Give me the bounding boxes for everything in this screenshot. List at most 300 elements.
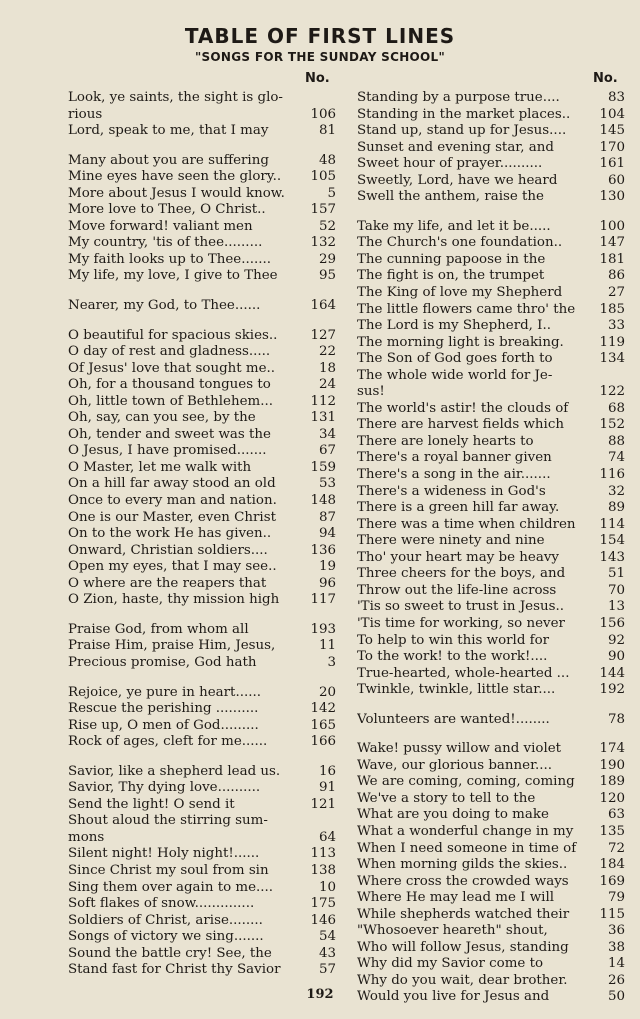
first-line-text: O where are the reapers that bbox=[68, 575, 267, 591]
entry-line bbox=[357, 940, 625, 957]
song-number: 106 bbox=[310, 106, 336, 122]
entry-line bbox=[357, 616, 625, 633]
first-line-text: There was a time when children bbox=[357, 516, 576, 532]
entry-line bbox=[357, 907, 625, 924]
song-number: 64 bbox=[318, 829, 336, 845]
page-number: 192 bbox=[306, 987, 334, 1002]
song-number: 148 bbox=[310, 493, 336, 509]
entry-group bbox=[68, 685, 336, 751]
entry-line bbox=[68, 880, 336, 897]
first-line-text: Why did my Savior come to bbox=[357, 956, 544, 972]
song-number: 5 bbox=[327, 185, 336, 201]
entry-line bbox=[68, 718, 336, 735]
song-number: 88 bbox=[607, 433, 625, 449]
entry-line bbox=[357, 401, 625, 418]
first-line-text: The Son of God goes forth to bbox=[357, 351, 553, 367]
song-number: 185 bbox=[599, 301, 625, 317]
entry-line bbox=[68, 123, 336, 140]
first-line-text: We are coming, coming, coming bbox=[357, 774, 575, 790]
entry-line bbox=[68, 543, 336, 560]
song-number: 145 bbox=[599, 123, 625, 139]
song-number: 165 bbox=[310, 717, 336, 733]
song-number: 116 bbox=[599, 467, 625, 483]
entry-line bbox=[68, 328, 336, 345]
entry-line bbox=[68, 655, 336, 672]
first-line-text: On a hill far away stood an old bbox=[68, 476, 276, 492]
entry-line bbox=[357, 268, 625, 285]
song-number: 100 bbox=[599, 218, 625, 234]
song-number: 86 bbox=[607, 268, 625, 284]
entry-line bbox=[357, 156, 625, 173]
first-line-text: Wave, our glorious banner.... bbox=[357, 757, 553, 773]
first-line-text: Would you live for Jesus and bbox=[357, 989, 550, 1005]
song-number: 174 bbox=[599, 741, 625, 757]
song-number: 26 bbox=[607, 972, 625, 988]
first-line-text: Mine eyes have seen the glory.. bbox=[68, 169, 282, 185]
entry-group bbox=[357, 741, 625, 1006]
first-line-text: Move forward! valiant men bbox=[68, 218, 253, 234]
first-line-text: Look, ye saints, the sight is glo- bbox=[68, 90, 283, 105]
entry-line bbox=[357, 666, 625, 683]
entry-line bbox=[68, 797, 336, 814]
entry-line bbox=[68, 476, 336, 493]
first-line-text: Silent night! Holy night!...... bbox=[68, 846, 260, 862]
entry-line bbox=[357, 633, 625, 650]
entry-line bbox=[68, 361, 336, 378]
first-line-text: My country, 'tis of thee......... bbox=[68, 235, 263, 251]
first-line-text: There were ninety and nine bbox=[357, 533, 545, 549]
song-number: 132 bbox=[310, 235, 336, 251]
first-line-text: Send the light! O send it bbox=[68, 796, 235, 812]
first-line-text: Standing in the market places.. bbox=[357, 106, 571, 122]
entry-line bbox=[68, 219, 336, 236]
first-line-text: Sweet hour of prayer.......... bbox=[357, 156, 543, 172]
entry-line bbox=[68, 830, 336, 847]
entry-line bbox=[68, 169, 336, 186]
song-number: 181 bbox=[599, 251, 625, 267]
first-line-text: Wake! pussy willow and violet bbox=[357, 741, 562, 757]
song-number: 170 bbox=[599, 139, 625, 155]
entry-line bbox=[357, 533, 625, 550]
song-number: 113 bbox=[310, 846, 336, 862]
entry-line bbox=[357, 123, 625, 140]
first-line-text: When I need someone in time of bbox=[357, 840, 577, 856]
first-line-text: Who will follow Jesus, standing bbox=[357, 939, 569, 955]
right-column-number-header: No. bbox=[593, 71, 618, 86]
song-number: 57 bbox=[318, 962, 336, 978]
song-number: 36 bbox=[607, 923, 625, 939]
first-line-text: Onward, Christian soldiers.... bbox=[68, 542, 268, 558]
song-number: 138 bbox=[310, 862, 336, 878]
entry-line bbox=[68, 377, 336, 394]
first-line-text: Three cheers for the boys, and bbox=[357, 566, 566, 582]
song-number: 193 bbox=[310, 621, 336, 637]
entry-line bbox=[357, 583, 625, 600]
song-number: 52 bbox=[318, 218, 336, 234]
entry-line bbox=[68, 622, 336, 639]
song-number: 20 bbox=[318, 684, 336, 700]
entry-line bbox=[357, 550, 625, 567]
entry-line bbox=[68, 344, 336, 361]
first-line-text: Twinkle, twinkle, little star.... bbox=[357, 682, 556, 698]
song-number: 143 bbox=[599, 549, 625, 565]
entry-line bbox=[357, 857, 625, 874]
song-number: 184 bbox=[599, 857, 625, 873]
entry-line bbox=[357, 599, 625, 616]
song-number: 105 bbox=[310, 169, 336, 185]
song-number: 164 bbox=[310, 298, 336, 314]
first-line-text: Lord, speak to me, that I may bbox=[68, 123, 269, 139]
song-number: 154 bbox=[599, 533, 625, 549]
first-line-text: What a wonderful change in my bbox=[357, 823, 574, 839]
entry-line bbox=[68, 252, 336, 269]
entry-line bbox=[68, 685, 336, 702]
entry-line bbox=[68, 929, 336, 946]
entry-line bbox=[357, 484, 625, 501]
entry-line bbox=[357, 890, 625, 907]
entry-line bbox=[68, 153, 336, 170]
song-number: 48 bbox=[318, 152, 336, 168]
entry-group bbox=[357, 90, 625, 206]
entry-line bbox=[357, 450, 625, 467]
first-line-text: Volunteers are wanted!........ bbox=[357, 711, 550, 727]
entry-line bbox=[357, 467, 625, 484]
song-number: 127 bbox=[310, 327, 336, 343]
first-line-text: Many about you are suffering bbox=[68, 152, 269, 168]
song-number: 156 bbox=[599, 615, 625, 631]
first-line-text: More love to Thee, O Christ.. bbox=[68, 202, 266, 218]
song-number: 10 bbox=[318, 879, 336, 895]
first-line-text: O beautiful for spacious skies.. bbox=[68, 327, 278, 343]
first-line-text: Since Christ my soul from sin bbox=[68, 862, 269, 878]
entry-line bbox=[357, 774, 625, 791]
first-line-text: Oh, little town of Bethlehem... bbox=[68, 393, 273, 409]
song-number: 135 bbox=[599, 823, 625, 839]
song-number: 33 bbox=[607, 318, 625, 334]
song-number: 169 bbox=[599, 873, 625, 889]
entry-line bbox=[68, 298, 336, 315]
song-number: 122 bbox=[599, 384, 625, 400]
entry-line bbox=[357, 712, 625, 729]
song-number: 146 bbox=[310, 912, 336, 928]
song-number: 134 bbox=[599, 351, 625, 367]
entry-line bbox=[68, 186, 336, 203]
first-line-text: Rejoice, ye pure in heart...... bbox=[68, 684, 261, 700]
entry-line bbox=[357, 649, 625, 666]
song-number: 70 bbox=[607, 582, 625, 598]
entry-line bbox=[68, 946, 336, 963]
first-line-text: Tho' your heart may be heavy bbox=[357, 549, 559, 565]
song-number: 14 bbox=[607, 956, 625, 972]
entry-line bbox=[357, 791, 625, 808]
first-line-text: Sunset and evening star, and bbox=[357, 139, 554, 155]
page-subtitle: "SONGS FOR THE SUNDAY SCHOOL" bbox=[194, 50, 446, 64]
song-number: 34 bbox=[318, 426, 336, 442]
entry-group bbox=[357, 712, 625, 729]
song-number: 136 bbox=[310, 542, 336, 558]
first-line-text: Soft flakes of snow.............. bbox=[68, 896, 255, 912]
first-line-text: Rock of ages, cleft for me...... bbox=[68, 734, 268, 750]
song-number: 67 bbox=[318, 443, 336, 459]
entry-line bbox=[357, 923, 625, 940]
first-line-text: More about Jesus I would know. bbox=[68, 185, 285, 201]
first-line-text: Oh, say, can you see, by the bbox=[68, 410, 256, 426]
entry-line bbox=[357, 841, 625, 858]
entry-line bbox=[68, 268, 336, 285]
first-line-text: Swell the anthem, raise the bbox=[357, 189, 544, 205]
entry-line bbox=[357, 235, 625, 252]
first-line-text: mons bbox=[68, 829, 105, 845]
song-number: 60 bbox=[607, 172, 625, 188]
entry-line bbox=[357, 741, 625, 758]
first-line-text: Stand up, stand up for Jesus.... bbox=[357, 123, 567, 139]
first-line-text: My life, my love, I give to Thee bbox=[68, 268, 278, 284]
entry-line bbox=[68, 846, 336, 863]
entry-line bbox=[357, 318, 625, 335]
song-number: 68 bbox=[607, 400, 625, 416]
entry-group bbox=[68, 298, 336, 315]
first-line-text: Praise God, from whom all bbox=[68, 621, 249, 637]
entry-line bbox=[357, 219, 625, 236]
song-number: 22 bbox=[318, 344, 336, 360]
first-line-text: To the work! to the work!.... bbox=[357, 649, 548, 665]
first-line-text: Rise up, O men of God......... bbox=[68, 717, 259, 733]
first-line-text: rious bbox=[68, 106, 103, 122]
entry-line bbox=[68, 764, 336, 781]
entry-line bbox=[357, 368, 625, 385]
first-line-text: On to the work He has given.. bbox=[68, 526, 272, 542]
first-line-text: Take my life, and let it be..... bbox=[357, 218, 551, 234]
first-line-text: Soldiers of Christ, arise........ bbox=[68, 912, 263, 928]
entry-line bbox=[357, 417, 625, 434]
entry-group bbox=[357, 219, 625, 699]
entry-line bbox=[68, 913, 336, 930]
entry-line bbox=[357, 682, 625, 699]
song-number: 74 bbox=[607, 450, 625, 466]
entry-line bbox=[68, 962, 336, 979]
first-line-text: True-hearted, whole-hearted ... bbox=[357, 665, 570, 681]
first-line-text: Songs of victory we sing....... bbox=[68, 929, 264, 945]
song-number: 18 bbox=[318, 360, 336, 376]
song-number: 96 bbox=[318, 575, 336, 591]
entry-line bbox=[357, 90, 625, 107]
song-number: 53 bbox=[318, 476, 336, 492]
entry-line bbox=[68, 460, 336, 477]
entry-line bbox=[68, 592, 336, 609]
entry-line bbox=[357, 252, 625, 269]
entry-line bbox=[68, 493, 336, 510]
first-line-text: Of Jesus' love that sought me.. bbox=[68, 360, 276, 376]
first-line-text: Precious promise, God hath bbox=[68, 654, 257, 670]
entry-line bbox=[68, 510, 336, 527]
first-line-text: Sound the battle cry! See, the bbox=[68, 945, 272, 961]
song-number: 91 bbox=[318, 780, 336, 796]
entry-group bbox=[68, 153, 336, 285]
first-line-text: Rescue the perishing .......... bbox=[68, 701, 259, 717]
song-number: 92 bbox=[607, 632, 625, 648]
first-line-text: The little flowers came thro' the bbox=[357, 301, 576, 317]
first-line-text: sus! bbox=[357, 384, 385, 400]
entry-line bbox=[357, 517, 625, 534]
song-number: 32 bbox=[607, 483, 625, 499]
first-line-text: O Jesus, I have promised....... bbox=[68, 443, 267, 459]
entry-line bbox=[357, 824, 625, 841]
song-number: 131 bbox=[310, 410, 336, 426]
first-line-text: Open my eyes, that I may see.. bbox=[68, 559, 277, 575]
entry-line bbox=[357, 956, 625, 973]
song-number: 3 bbox=[327, 654, 336, 670]
first-line-text: Savior, like a shepherd lead us. bbox=[68, 763, 281, 779]
entry-line bbox=[357, 107, 625, 124]
song-number: 94 bbox=[318, 526, 336, 542]
song-number: 79 bbox=[607, 890, 625, 906]
song-number: 16 bbox=[318, 763, 336, 779]
entry-line bbox=[68, 896, 336, 913]
song-number: 144 bbox=[599, 665, 625, 681]
first-line-text: Shout aloud the stirring sum- bbox=[68, 813, 268, 829]
entry-line bbox=[68, 734, 336, 751]
entry-line bbox=[357, 140, 625, 157]
entry-line bbox=[357, 566, 625, 583]
first-line-text: The cunning papoose in the bbox=[357, 251, 546, 267]
song-number: 72 bbox=[607, 840, 625, 856]
song-number: 24 bbox=[318, 377, 336, 393]
song-number: 120 bbox=[599, 790, 625, 806]
first-line-text: There are lonely hearts to bbox=[357, 433, 534, 449]
entry-line bbox=[68, 780, 336, 797]
song-number: 90 bbox=[607, 649, 625, 665]
entry-line bbox=[357, 434, 625, 451]
song-number: 63 bbox=[607, 807, 625, 823]
song-number: 38 bbox=[607, 939, 625, 955]
first-line-text: When morning gilds the skies.. bbox=[357, 857, 568, 873]
first-line-text: Where cross the crowded ways bbox=[357, 873, 569, 889]
first-line-text: One is our Master, even Christ bbox=[68, 509, 276, 525]
song-number: 50 bbox=[607, 989, 625, 1005]
first-line-text: 'Tis so sweet to trust in Jesus.. bbox=[357, 599, 564, 615]
entry-line bbox=[357, 189, 625, 206]
first-line-text: We've a story to tell to the bbox=[357, 790, 536, 806]
song-number: 81 bbox=[318, 123, 336, 139]
entry-group bbox=[68, 622, 336, 672]
song-number: 115 bbox=[599, 906, 625, 922]
first-line-text: My faith looks up to Thee....... bbox=[68, 251, 272, 267]
first-line-text: Nearer, my God, to Thee...... bbox=[68, 298, 261, 314]
song-number: 104 bbox=[599, 106, 625, 122]
song-number: 119 bbox=[599, 334, 625, 350]
first-line-text: Why do you wait, dear brother. bbox=[357, 972, 568, 988]
first-line-text: O Master, let me walk with bbox=[68, 459, 252, 475]
first-line-text: There's a wideness in God's bbox=[357, 483, 546, 499]
left-column bbox=[68, 90, 336, 992]
first-line-text: While shepherds watched their bbox=[357, 906, 570, 922]
song-number: 89 bbox=[607, 500, 625, 516]
entry-line bbox=[68, 202, 336, 219]
entry-line bbox=[68, 526, 336, 543]
song-number: 83 bbox=[607, 90, 625, 105]
song-number: 78 bbox=[607, 711, 625, 727]
song-number: 112 bbox=[310, 393, 336, 409]
song-number: 190 bbox=[599, 757, 625, 773]
entry-line bbox=[357, 758, 625, 775]
song-number: 161 bbox=[599, 156, 625, 172]
first-line-text: There's a song in the air....... bbox=[357, 467, 551, 483]
first-line-text: Oh, tender and sweet was the bbox=[68, 426, 271, 442]
entry-line bbox=[357, 384, 625, 401]
entry-line bbox=[357, 807, 625, 824]
entry-line bbox=[357, 285, 625, 302]
entry-line bbox=[68, 559, 336, 576]
first-line-text: The King of love my Shepherd bbox=[357, 285, 563, 301]
first-line-text: Throw out the life-line across bbox=[357, 582, 557, 598]
song-number: 157 bbox=[310, 202, 336, 218]
song-number: 142 bbox=[310, 701, 336, 717]
song-number: 95 bbox=[318, 268, 336, 284]
first-line-text: Where He may lead me I will bbox=[357, 890, 555, 906]
first-line-text: "Whosoever heareth" shout, bbox=[357, 923, 548, 939]
song-number: 114 bbox=[599, 516, 625, 532]
entry-line bbox=[68, 638, 336, 655]
song-number: 29 bbox=[318, 251, 336, 267]
song-number: 189 bbox=[599, 774, 625, 790]
first-line-text: The morning light is breaking. bbox=[357, 334, 564, 350]
song-number: 11 bbox=[318, 638, 336, 654]
song-number: 166 bbox=[310, 734, 336, 750]
song-number: 192 bbox=[599, 682, 625, 698]
song-number: 19 bbox=[318, 559, 336, 575]
first-line-text: There's a royal banner given bbox=[357, 450, 552, 466]
first-line-text: To help to win this world for bbox=[357, 632, 550, 648]
right-column bbox=[357, 90, 625, 1019]
first-line-text: 'Tis time for working, so never bbox=[357, 615, 565, 631]
left-column-number-header: No. bbox=[305, 71, 330, 86]
song-number: 175 bbox=[310, 896, 336, 912]
entry-group bbox=[68, 328, 336, 609]
first-line-text: What are you doing to make bbox=[357, 807, 549, 823]
first-line-text: Standing by a purpose true.... bbox=[357, 90, 560, 105]
first-line-text: Oh, for a thousand tongues to bbox=[68, 377, 271, 393]
entry-line bbox=[68, 701, 336, 718]
song-number: 13 bbox=[607, 599, 625, 615]
first-line-text: O day of rest and gladness..... bbox=[68, 344, 271, 360]
first-line-text: Praise Him, praise Him, Jesus, bbox=[68, 638, 276, 654]
entry-line bbox=[357, 351, 625, 368]
entry-line bbox=[68, 863, 336, 880]
entry-group bbox=[68, 90, 336, 140]
song-number: 159 bbox=[310, 459, 336, 475]
song-number: 117 bbox=[310, 592, 336, 608]
first-line-text: Sweetly, Lord, have we heard bbox=[357, 172, 558, 188]
entry-line bbox=[68, 427, 336, 444]
entry-line bbox=[68, 107, 336, 124]
first-line-text: The Lord is my Shepherd, I.. bbox=[357, 318, 551, 334]
song-number: 87 bbox=[318, 509, 336, 525]
first-line-text: There are harvest fields which bbox=[357, 417, 564, 433]
song-number: 121 bbox=[310, 796, 336, 812]
song-number: 27 bbox=[607, 285, 625, 301]
song-number: 152 bbox=[599, 417, 625, 433]
entry-line bbox=[357, 302, 625, 319]
first-line-text: There is a green hill far away. bbox=[357, 500, 560, 516]
entry-group bbox=[68, 764, 336, 979]
entry-line bbox=[357, 874, 625, 891]
first-line-text: The Church's one foundation.. bbox=[357, 235, 563, 251]
song-number: 43 bbox=[318, 945, 336, 961]
entry-line bbox=[68, 410, 336, 427]
entry-line bbox=[68, 235, 336, 252]
page-title: TABLE OF FIRST LINES bbox=[184, 24, 456, 48]
entry-line bbox=[68, 394, 336, 411]
